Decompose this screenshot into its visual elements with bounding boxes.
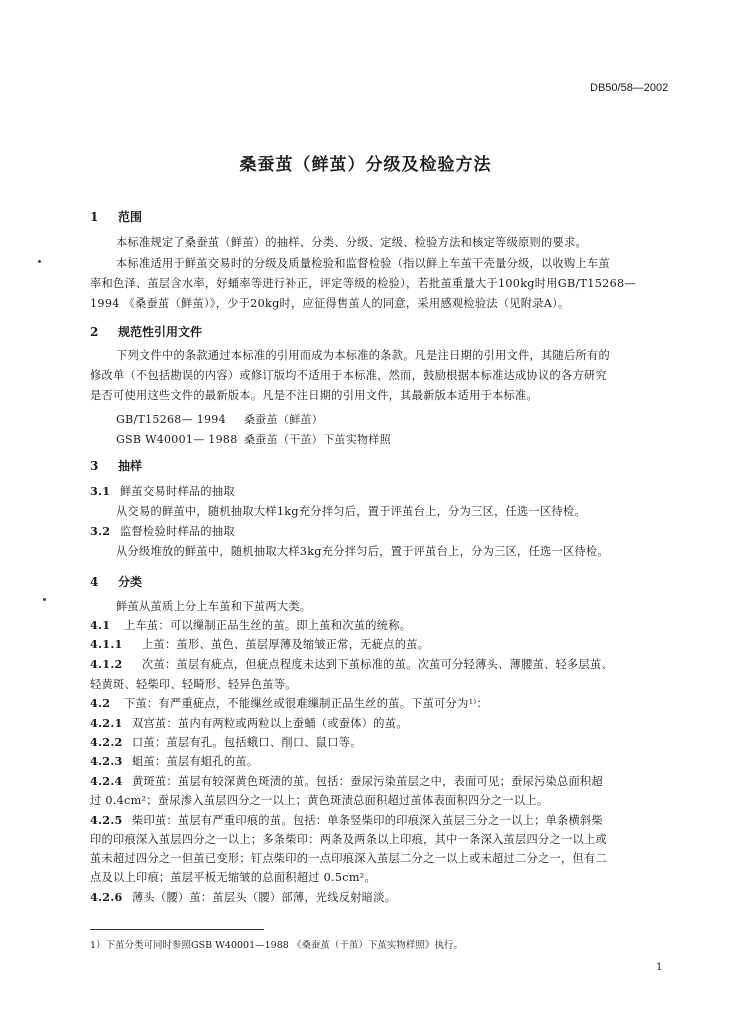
section-title: 范围 — [118, 210, 143, 224]
standard-number: DB50/58—2002 — [590, 82, 669, 94]
scan-speck — [43, 598, 46, 601]
clause-text: 柴印茧：茧层有严重印痕的茧。包括：单条竖柴印的印痕深入茧层三分之一以上；单条横斜柴 — [132, 814, 603, 827]
clause-number: 4.1.1 — [90, 637, 123, 651]
section-number: 3 — [90, 459, 99, 473]
clause-text: 下茧：有严重疵点，不能缫丝或很难缫制正品生丝的茧。下茧可分为¹⁾： — [124, 697, 488, 710]
paragraph: 从分级堆放的鲜茧中，随机抽取大样3kg充分拌匀后，置于评茧台上，分为三区，任选一区待检。 — [116, 545, 609, 558]
paragraph: 从交易的鲜茧中，随机抽取大样1kg充分拌匀后，置于评茧台上，分为三区，任选一区待检。 — [116, 505, 586, 518]
paragraph: 本标准适用于鲜茧交易时的分级及质量检验和监督检验（指以鲜上车茧干壳量分级，以收购上车茧 — [116, 257, 610, 270]
clause-text: 上车茧：可以缫制正品生丝的茧。即上茧和次茧的统称。 — [124, 619, 412, 632]
paragraph: 轻黄斑、轻柴印、轻畸形、轻异色茧等。 — [90, 678, 297, 691]
section-title: 分类 — [118, 575, 143, 589]
clause-4-2-3 — [90, 756, 258, 767]
paragraph: 1994 《桑蚕茧（鲜茧）》，少于20kg时，应征得售茧人的同意，采用感观检验法（见附录A）。 — [90, 297, 570, 310]
section-3-heading — [90, 457, 142, 474]
reference-code: GB/T15268— 1994 — [116, 413, 226, 426]
paragraph: 鲜茧从茧质上分上车茧和下茧两大类。 — [116, 600, 312, 613]
clause-number: 4.2.2 — [90, 735, 123, 749]
subsection-title: 监督检验时样品的抽取 — [120, 525, 235, 538]
subsection-title: 鲜茧交易时样品的抽取 — [120, 485, 235, 498]
clause-number: 4.2.6 — [90, 890, 123, 904]
scan-speck — [38, 260, 41, 263]
section-number: 4 — [90, 575, 99, 589]
clause-number: 4.2.1 — [90, 716, 123, 730]
paragraph: 本标准规定了桑蚕茧（鲜茧）的抽样、分类、分级、定级、检验方法和核定等级原则的要求。 — [116, 236, 587, 249]
subsection-number: 3.2 — [90, 524, 111, 538]
clause-4-1 — [90, 620, 411, 631]
section-title: 规范性引用文件 — [118, 325, 203, 339]
clause-text: 上茧：茧形、茧色、茧层厚薄及缩皱正常，无疵点的茧。 — [142, 638, 430, 651]
subsection-heading — [90, 486, 235, 497]
clause-4-2-6 — [90, 892, 396, 903]
paragraph: 率和色泽、茧层含水率，好蛹率等进行补正，评定等级的检验），若批茧重量大于100kg时用GB/T15268— — [90, 277, 636, 290]
clause-4-1-2 — [90, 659, 613, 670]
clause-4-2 — [90, 698, 488, 709]
clause-text: 双宫茧：茧内有两粒或两粒以上蚕蛹（或蚕体）的茧。 — [132, 717, 408, 730]
section-2-heading — [90, 323, 202, 340]
subsection-number: 3.1 — [90, 484, 111, 498]
clause-4-2-4 — [90, 776, 603, 787]
clause-text: 次茧：茧层有疵点，但疵点程度未达到下茧标准的茧。次茧可分轻薄头、薄腰茧、轻多层茧、 — [142, 658, 613, 671]
paragraph: 是否可使用这些文件的最新版本。凡是不注日期的引用文件，其最新版本适用于本标准。 — [90, 389, 539, 402]
clause-4-2-5 — [90, 815, 603, 826]
clause-4-1-1 — [90, 639, 429, 650]
clause-number: 4.1.2 — [90, 657, 123, 671]
section-1-heading — [90, 208, 142, 225]
reference-item — [116, 411, 323, 427]
reference-code: GSB W40001— 1988 — [116, 433, 238, 446]
section-4-heading — [90, 573, 142, 590]
clause-4-2-1 — [90, 718, 408, 729]
clause-text: 薄头（腰）茧：茧层头（腰）部薄，光线反射暗淡。 — [132, 891, 397, 904]
footnote-divider — [90, 929, 264, 930]
clause-text: 黄斑茧：茧层有较深黄色斑渍的茧。包括：蚕尿污染茧层之中，表面可见；蚕尿污染总面积超 — [132, 775, 603, 788]
paragraph: 修改单（不包括勘误的内容）或修订版均不适用于本标准，然而，鼓励根据本标准达成协议的各方研究 — [90, 369, 607, 382]
clause-4-2-2 — [90, 737, 362, 748]
section-title: 抽样 — [118, 459, 143, 473]
page-number: 1 — [656, 962, 663, 973]
paragraph: 过 0.4cm²；蚕尿渗入茧层四分之一以上；黄色斑渍总面积超过茧体表面积四分之一以上。 — [90, 794, 549, 807]
reference-name: 桑蚕茧（干茧）下茧实物样照 — [244, 433, 391, 446]
clause-text: 口茧：茧层有孔。包括蛾口、削口、鼠口等。 — [132, 736, 362, 749]
paragraph: 下列文件中的条款通过本标准的引用而成为本标准的条款。凡是注日期的引用文件，其随后所有的 — [116, 349, 610, 362]
clause-number: 4.2.5 — [90, 813, 123, 827]
clause-text: 蛆茧：茧层有蛆孔的茧。 — [132, 755, 259, 768]
section-number: 1 — [90, 210, 99, 224]
subsection-heading — [90, 526, 235, 537]
clause-number: 4.1 — [90, 618, 111, 632]
reference-name: 桑蚕茧（鲜茧） — [244, 413, 324, 426]
section-number: 2 — [90, 325, 99, 339]
footnote: 1）下茧分类可同时参照GSB W40001—1988 《桑蚕茧（干茧）下茧实物样照》执行。 — [90, 940, 463, 951]
paragraph: 印的印痕深入茧层四分之一以上；多条柴印：两条及两条以上印痕，其中一条深入茧层四分之一以上或 — [90, 833, 607, 846]
page-title: 桑蚕茧（鲜茧）分级及检验方法 — [239, 155, 492, 175]
clause-number: 4.2.3 — [90, 754, 123, 768]
paragraph: 茧未超过四分之一但茧已变形；钉点柴印的一点印痕深入茧层二分之一以上或未超过二分之一，但有二 — [90, 852, 607, 865]
clause-number: 4.2 — [90, 696, 111, 710]
reference-item — [116, 431, 391, 447]
paragraph: 点及以上印痕；茧层平板无缩皱的总面积超过 0.5cm²。 — [90, 871, 377, 884]
clause-number: 4.2.4 — [90, 774, 123, 788]
